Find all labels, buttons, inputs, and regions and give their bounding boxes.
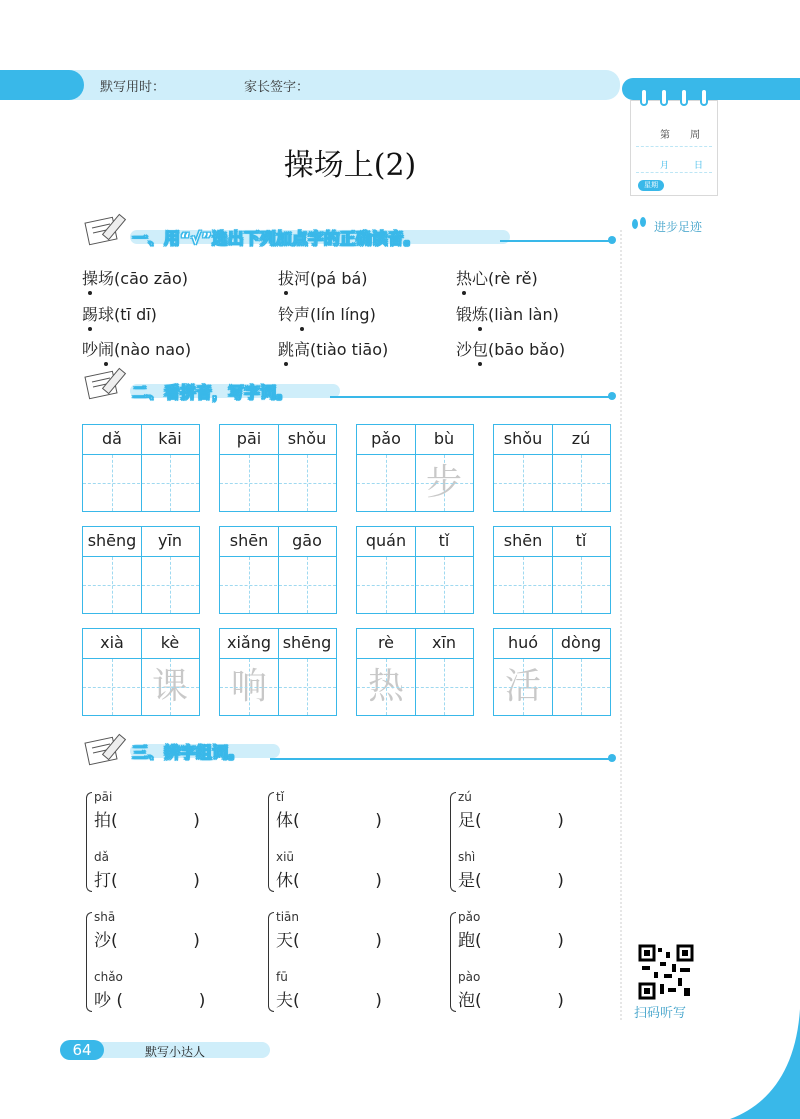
week-suffix: 周 (690, 130, 700, 141)
grid-pinyin: yīn (141, 527, 199, 557)
day-label: 日 (694, 161, 704, 171)
header-tab (0, 70, 84, 100)
week-prefix: 第 (660, 130, 670, 141)
section-line (270, 758, 610, 760)
grid-divider (552, 629, 553, 715)
grid-guide (83, 687, 199, 688)
section-line (500, 240, 610, 242)
pencil-paper-icon (84, 732, 134, 766)
word-grid[interactable] (219, 526, 337, 614)
traced-character: 步 (425, 462, 462, 503)
qr-label: 扫码听写 (634, 1006, 687, 1021)
pinyin-hint: pāi (94, 790, 113, 804)
word-blank[interactable]: 吵 ( ) (94, 991, 206, 1011)
grid-guide (83, 585, 199, 586)
word-grid[interactable] (493, 526, 611, 614)
month-label: 月 (660, 161, 670, 171)
grid-pinyin: tǐ (552, 527, 610, 557)
grid-pinyin: dòng (552, 629, 610, 659)
pinyin-hint: tiān (276, 910, 299, 924)
pinyin-item: 锻炼(liàn làn) (456, 302, 559, 325)
pencil-paper-icon (84, 212, 134, 246)
word-grid[interactable] (356, 526, 474, 614)
grid-pinyin: huó (494, 629, 552, 659)
grid-guide (494, 585, 610, 586)
pinyin-hint: tǐ (276, 790, 285, 804)
word-blank[interactable]: 夫( ) (276, 991, 382, 1011)
sign-label: 家长签字： (244, 80, 310, 95)
grid-pinyin: dǎ (83, 425, 141, 455)
word-blank[interactable]: 泡( ) (458, 991, 564, 1011)
grid-pinyin: quán (357, 527, 415, 557)
footprints-icon (630, 216, 648, 232)
calendar-ring-icon (680, 88, 688, 106)
grid-pinyin: shēng (278, 629, 336, 659)
brace-icon (268, 912, 274, 1012)
grid-pinyin: kāi (141, 425, 199, 455)
pinyin-hint: xiū (276, 850, 295, 864)
grid-pinyin: pǎo (357, 425, 415, 455)
grid-pinyin: shǒu (278, 425, 336, 455)
qr-code-icon[interactable] (638, 944, 694, 1000)
word-grid[interactable] (493, 628, 611, 716)
word-grid[interactable] (356, 628, 474, 716)
page-number: 64 (60, 1040, 104, 1060)
grid-pinyin: pāi (220, 425, 278, 455)
pinyin-hint: shā (94, 910, 116, 924)
pinyin-hint: zú (458, 790, 472, 804)
word-blank[interactable]: 天( ) (276, 931, 382, 951)
grid-divider (415, 629, 416, 715)
pinyin-hint: shì (458, 850, 476, 864)
grid-divider (278, 425, 279, 511)
word-grid[interactable] (219, 424, 337, 512)
series-title: 默写小达人 (145, 1045, 206, 1059)
grid-guide (220, 483, 336, 484)
grid-guide (357, 687, 473, 688)
grid-divider (141, 425, 142, 511)
section-1-title: 一、用“√”选出下列加点字的正确读音。 (132, 229, 420, 248)
brace-icon (86, 912, 92, 1012)
page-title: 操场上(2) (283, 148, 417, 183)
corner-decoration (730, 1009, 800, 1119)
brace-icon (86, 792, 92, 892)
word-grid[interactable] (82, 424, 200, 512)
pinyin-hint: dǎ (94, 850, 109, 864)
grid-divider (141, 629, 142, 715)
section-dot (608, 392, 616, 400)
traced-character: 课 (151, 666, 188, 707)
pencil-paper-icon (84, 366, 134, 400)
grid-guide (220, 687, 336, 688)
pinyin-hint: fū (276, 970, 288, 984)
word-blank[interactable]: 跑( ) (458, 931, 564, 951)
pinyin-item: 拔河(pá bá) (278, 266, 368, 289)
pinyin-item: 铃声(lín líng) (278, 302, 376, 325)
word-blank[interactable]: 休( ) (276, 871, 382, 891)
grid-pinyin: shēn (220, 527, 278, 557)
grid-pinyin: shēng (83, 527, 141, 557)
word-grid[interactable] (219, 628, 337, 716)
grid-pinyin: bù (415, 425, 473, 455)
traced-character: 热 (367, 666, 404, 707)
section-3-title: 三、辨字组词。 (132, 743, 245, 762)
grid-divider (278, 527, 279, 613)
pinyin-item: 沙包(bāo bǎo) (456, 337, 565, 360)
calendar-ring-icon (660, 88, 668, 106)
side-divider (620, 230, 622, 1020)
section-2-title: 二、看拼音，写字词。 (132, 383, 293, 402)
header-bar (0, 70, 620, 100)
pinyin-item: 踢球(tī dī) (82, 302, 157, 325)
side-note: 进步足迹 (654, 220, 703, 234)
grid-pinyin: zú (552, 425, 610, 455)
grid-divider (278, 629, 279, 715)
grid-divider (415, 527, 416, 613)
brace-icon (450, 792, 456, 892)
traced-character: 响 (230, 666, 267, 707)
grid-pinyin: kè (141, 629, 199, 659)
brace-icon (268, 792, 274, 892)
word-blank[interactable]: 足( ) (458, 811, 564, 831)
right-band (622, 78, 800, 100)
section-dot (608, 236, 616, 244)
grid-pinyin: xīn (415, 629, 473, 659)
grid-guide (494, 483, 610, 484)
grid-pinyin: shēn (494, 527, 552, 557)
grid-pinyin: rè (357, 629, 415, 659)
word-grid[interactable] (82, 628, 200, 716)
pinyin-item: 跳高(tiào tiāo) (278, 337, 388, 360)
grid-guide (357, 585, 473, 586)
weekday-badge: 星期 (638, 180, 664, 191)
word-blank[interactable]: 体( ) (276, 811, 382, 831)
traced-character: 活 (504, 666, 541, 707)
grid-pinyin: xià (83, 629, 141, 659)
pinyin-hint: pǎo (458, 910, 481, 924)
calendar-ring-icon (640, 88, 648, 106)
grid-divider (552, 527, 553, 613)
grid-guide (220, 585, 336, 586)
word-grid[interactable] (493, 424, 611, 512)
word-blank[interactable]: 拍( ) (94, 811, 200, 831)
word-blank[interactable]: 沙( ) (94, 931, 200, 951)
pinyin-hint: chǎo (94, 970, 123, 984)
grid-pinyin: gāo (278, 527, 336, 557)
grid-divider (415, 425, 416, 511)
grid-pinyin: xiǎng (220, 629, 278, 659)
pinyin-item: 热心(rè rě) (456, 266, 538, 289)
word-blank[interactable]: 是( ) (458, 871, 564, 891)
grid-pinyin: tǐ (415, 527, 473, 557)
section-dot (608, 754, 616, 762)
word-blank[interactable]: 打( ) (94, 871, 200, 891)
grid-guide (357, 483, 473, 484)
section-line (330, 396, 610, 398)
word-grid[interactable] (82, 526, 200, 614)
pinyin-hint: pào (458, 970, 481, 984)
pinyin-item: 操场(cāo zāo) (82, 266, 188, 289)
time-label: 默写用时： (100, 80, 166, 95)
grid-guide (83, 483, 199, 484)
grid-guide (494, 687, 610, 688)
pinyin-item: 吵闹(nào nao) (82, 337, 191, 360)
brace-icon (450, 912, 456, 1012)
grid-pinyin: shǒu (494, 425, 552, 455)
grid-divider (552, 425, 553, 511)
calendar-ring-icon (700, 88, 708, 106)
grid-divider (141, 527, 142, 613)
word-grid[interactable] (356, 424, 474, 512)
